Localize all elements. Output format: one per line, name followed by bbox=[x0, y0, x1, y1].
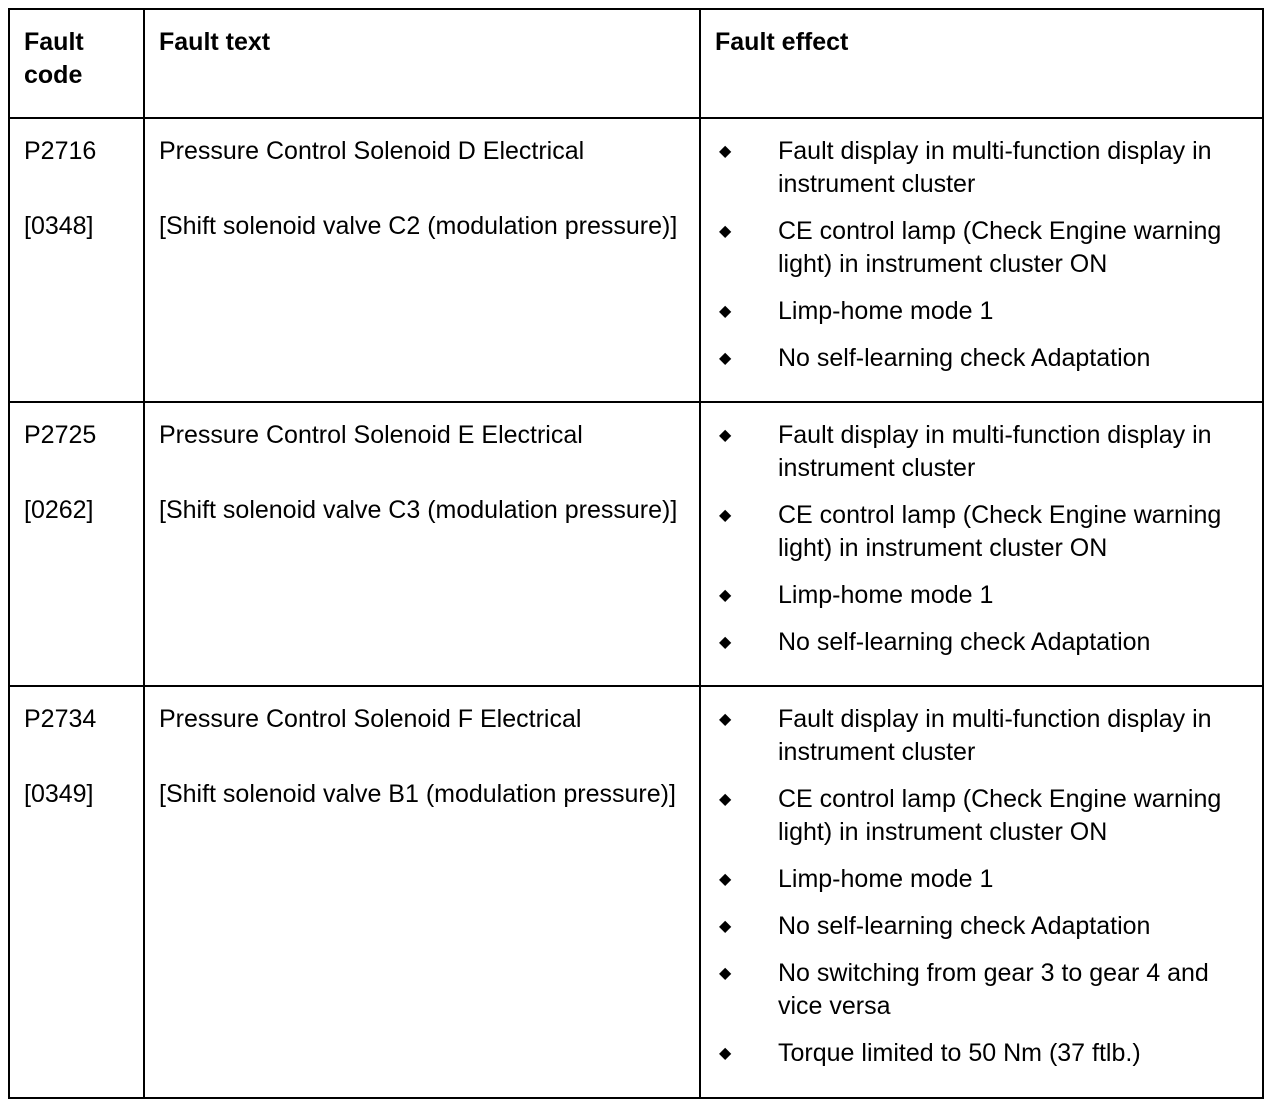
list-item bbox=[715, 135, 1248, 201]
header-fault-text: Fault text bbox=[144, 9, 700, 118]
fault-subtext: [Shift solenoid valve C3 (modulation pressure)] bbox=[159, 496, 678, 524]
fault-effect-cell bbox=[700, 402, 1263, 686]
effect-text: Torque limited to 50 Nm (37 ftlb.) bbox=[778, 1039, 1141, 1067]
bullet-icon: ◆ bbox=[719, 507, 732, 524]
fault-text-cell bbox=[144, 686, 700, 1098]
fault-effect-cell bbox=[700, 118, 1263, 402]
effect-list bbox=[715, 703, 1248, 1070]
fault-code-cell bbox=[9, 402, 144, 686]
list-item bbox=[715, 342, 1248, 375]
list-item bbox=[715, 419, 1248, 485]
fault-subcode: [0349] bbox=[24, 780, 94, 808]
fault-code-cell bbox=[9, 686, 144, 1098]
effect-text: CE control lamp (Check Engine warning light) in instrument cluster ON bbox=[778, 501, 1222, 562]
bullet-icon: ◆ bbox=[719, 634, 732, 651]
list-item bbox=[715, 626, 1248, 659]
fault-code-cell bbox=[9, 118, 144, 402]
effect-text: Limp-home mode 1 bbox=[778, 297, 994, 325]
list-item bbox=[715, 215, 1248, 281]
list-item bbox=[715, 703, 1248, 769]
fault-table bbox=[8, 8, 1264, 1099]
header-row bbox=[9, 9, 1263, 118]
fault-code: P2725 bbox=[24, 421, 97, 449]
effect-text: No self-learning check Adaptation bbox=[778, 344, 1151, 372]
list-item bbox=[715, 783, 1248, 849]
effect-text: CE control lamp (Check Engine warning light) in instrument cluster ON bbox=[778, 785, 1222, 846]
bullet-icon: ◆ bbox=[719, 711, 732, 728]
fault-text-cell bbox=[144, 402, 700, 686]
fault-subtext: [Shift solenoid valve C2 (modulation pressure)] bbox=[159, 212, 678, 240]
bullet-icon: ◆ bbox=[719, 143, 732, 160]
list-item bbox=[715, 499, 1248, 565]
bullet-icon: ◆ bbox=[719, 965, 732, 982]
fault-text: Pressure Control Solenoid F Electrical bbox=[159, 705, 582, 733]
header-fault-code: Fault code bbox=[9, 9, 144, 118]
list-item bbox=[715, 957, 1248, 1023]
effect-list bbox=[715, 419, 1248, 659]
bullet-icon: ◆ bbox=[719, 350, 732, 367]
fault-text: Pressure Control Solenoid E Electrical bbox=[159, 421, 583, 449]
list-item bbox=[715, 579, 1248, 612]
header-fault-effect: Fault effect bbox=[700, 9, 1263, 118]
bullet-icon: ◆ bbox=[719, 791, 732, 808]
bullet-icon: ◆ bbox=[719, 223, 732, 240]
fault-effect-cell bbox=[700, 686, 1263, 1098]
table-row bbox=[9, 402, 1263, 686]
table-row bbox=[9, 118, 1263, 402]
fault-code: P2734 bbox=[24, 705, 97, 733]
effect-text: Fault display in multi-function display in instrument cluster bbox=[778, 421, 1212, 482]
bullet-icon: ◆ bbox=[719, 1045, 732, 1062]
fault-subcode: [0348] bbox=[24, 212, 94, 240]
list-item bbox=[715, 1037, 1248, 1070]
effect-text: Fault display in multi-function display in instrument cluster bbox=[778, 137, 1212, 198]
fault-subtext: [Shift solenoid valve B1 (modulation pressure)] bbox=[159, 780, 676, 808]
effect-text: CE control lamp (Check Engine warning light) in instrument cluster ON bbox=[778, 217, 1222, 278]
effect-text: No self-learning check Adaptation bbox=[778, 628, 1151, 656]
fault-text-cell bbox=[144, 118, 700, 402]
list-item bbox=[715, 295, 1248, 328]
effect-text: Fault display in multi-function display in instrument cluster bbox=[778, 705, 1212, 766]
bullet-icon: ◆ bbox=[719, 587, 732, 604]
effect-text: No switching from gear 3 to gear 4 and vice versa bbox=[778, 959, 1209, 1020]
list-item bbox=[715, 910, 1248, 943]
effect-text: No self-learning check Adaptation bbox=[778, 912, 1151, 940]
effect-list bbox=[715, 135, 1248, 375]
bullet-icon: ◆ bbox=[719, 871, 732, 888]
bullet-icon: ◆ bbox=[719, 427, 732, 444]
fault-code: P2716 bbox=[24, 137, 97, 165]
table-row bbox=[9, 686, 1263, 1098]
fault-text: Pressure Control Solenoid D Electrical bbox=[159, 137, 585, 165]
effect-text: Limp-home mode 1 bbox=[778, 581, 994, 609]
effect-text: Limp-home mode 1 bbox=[778, 865, 994, 893]
list-item bbox=[715, 863, 1248, 896]
bullet-icon: ◆ bbox=[719, 918, 732, 935]
bullet-icon: ◆ bbox=[719, 303, 732, 320]
fault-subcode: [0262] bbox=[24, 496, 94, 524]
